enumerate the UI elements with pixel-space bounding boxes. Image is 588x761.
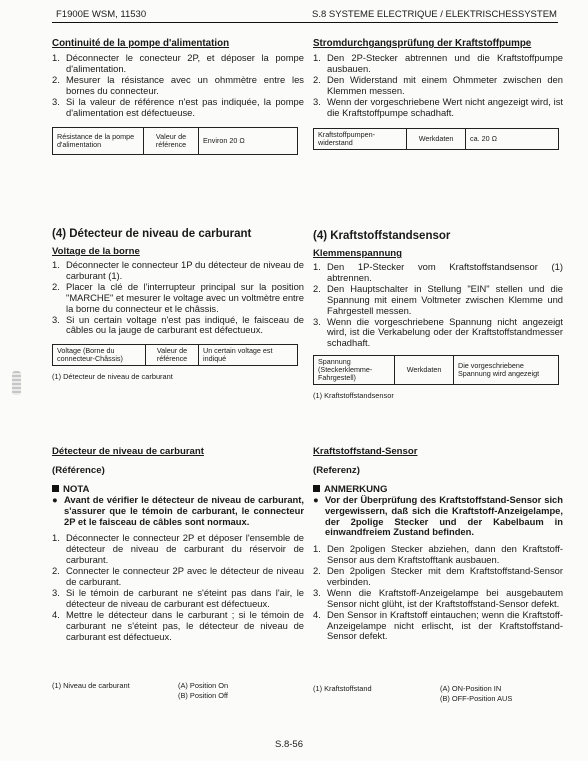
de-gauge-caption-a: (A) ON-Position IN [440, 684, 502, 693]
de-sensor-section [313, 230, 563, 400]
table-cell: ca. 20 Ω [466, 129, 559, 150]
fr-gauge-ref: (Référence) [52, 465, 105, 476]
table-cell: Spannung (Steckerklemme-Fahrgestell) [314, 356, 395, 385]
de-pump-steps [313, 53, 563, 118]
list-item: 2. Den 2poligen Stecker mit dem Kraftstoffstand-Sensor verbinden. [313, 565, 563, 587]
de-sensor-caption: (1) Kraftstoffstandsensor [313, 391, 394, 401]
list-item: 1. Den 1P-Stecker vom Kraftstoffstandsensor (1) abtrennen. [313, 261, 563, 283]
list-item: 1. Den 2poligen Stecker abziehen, dann den Kraftstoff-Sensor aus dem Kraftstofftank ausbauen. [313, 543, 563, 566]
list-item: 2. Mesurer la résistance avec un ohmmètre entre les bornes du connecteur. [52, 73, 304, 96]
de-note-heading: ANMERKUNG [313, 484, 563, 495]
list-item: 4. Den Sensor in Kraftstoff eintauchen; wenn die Kraftstoff-Anzeigelampe nicht erlischt, ist der Kraftstoffstand-Sensor defekt. [313, 608, 563, 642]
bullet-icon: ● [313, 494, 319, 505]
fr-sensor-spec-table [52, 344, 298, 366]
fr-sensor-section [52, 228, 304, 381]
de-gauge-section [313, 446, 563, 642]
table-cell: Werkdaten [395, 356, 454, 385]
de-gauge-caption-b: (B) OFF-Position AUS [440, 694, 513, 703]
table-cell: Un certain voltage est indiqué [199, 345, 298, 366]
fr-pump-section [52, 38, 304, 155]
list-item: 3. Wenn die vorgeschriebene Spannung nicht angezeigt wird, ist die Verkabelung oder der Kraftstoffstandmesser schadhaft. [313, 315, 563, 349]
table-cell: Environ 20 Ω [199, 128, 298, 155]
page-number: S.8-56 [275, 739, 303, 750]
de-sensor-subtitle: Klemmenspannung [313, 248, 403, 259]
list-item: 3. Si la valeur de référence n'est pas indiquée, la pompe d'alimentation est défectueuse. [52, 95, 304, 118]
de-sensor-steps [313, 262, 563, 349]
list-item: 4. Mettre le détecteur dans le carburant ; si le témoin de carburant ne s'éteint pas, le détecteur de niveau de carburant est défectueux. [52, 608, 304, 642]
de-gauge-steps [313, 544, 563, 642]
note-square-icon [313, 485, 320, 492]
fr-pump-steps [52, 53, 304, 118]
table-cell: Valeur de référence [144, 128, 199, 155]
fr-sensor-subtitle: Voltage de la borne [52, 246, 140, 257]
list-item: 3. Si le témoin de carburant ne s'éteint pas dans l'air, le détecteur de niveau de carburant est défectueux. [52, 586, 304, 609]
list-item: 3. Si un certain voltage n'est pas indiqué, le faisceau de câbles ou la jauge de carburant est défectueux. [52, 313, 304, 336]
list-item: 2. Den Widerstand mit einem Ohmmeter zwischen den Klemmen messen. [313, 73, 563, 96]
fr-note-heading: NOTA [52, 484, 304, 495]
list-item: 1. Déconnecter le conecteur 2P, et déposer la pompe d'alimentation. [52, 52, 304, 74]
list-item: 2. Den Hauptschalter in Stellung "EIN" stellen und die Spannung mit einem Voltmeter zwischen Klemme und Fahrgestell messen. [313, 282, 563, 316]
list-item: 2. Placer la clé de l'interrupteur principal sur la position "MARCHE" et mesurer le voltage avec un voltmètre entre la borne du connecteur et le châssis. [52, 280, 305, 314]
table-cell: Die vorgeschriebene Spannung wird angezeigt [454, 356, 559, 385]
list-item: 1. Déconnecter le connecteur 1P du détecteur de niveau de carburant (1). [52, 259, 304, 281]
de-note-text: ● Vor der Überprüfung des Kraftstoffstand-Sensor sich vergewissern, daß sich die Kraftstoff-Anzeigelampe, der 2polige Stecker und der Kabelbaum in einwandfreiem Zustand befinden. [313, 494, 563, 538]
de-gauge-caption: (1) Kraftstoffstand [313, 684, 372, 693]
de-pump-section [313, 38, 563, 150]
table-cell: Valeur de référence [146, 345, 199, 366]
de-sensor-spec-table [313, 355, 559, 385]
de-sensor-title: (4) Kraftstoffstandsensor [313, 230, 451, 242]
list-item: 1. Den 2P-Stecker abtrennen und die Kraftstoffpumpe ausbauen. [313, 52, 563, 74]
list-item: 3. Wenn der vorgeschriebene Wert nicht angezeigt wird, ist die Kraftstoffpumpe schadhaft. [313, 95, 563, 118]
fr-gauge-caption-a: (A) Position On [178, 681, 229, 690]
fr-pump-title: Continuité de la pompe d'alimentation [52, 38, 230, 49]
table-cell: Werkdaten [407, 129, 466, 150]
de-gauge-title: Kraftstoffstand-Sensor [313, 446, 418, 457]
fr-gauge-section [52, 446, 304, 642]
fr-note-text: ● Avant de vérifier le détecteur de niveau de carburant, s'assurer que le témoin de carburant, le connecteur 2P et le faisceau de câbles sont normaux. [52, 494, 304, 527]
fr-pump-spec-table [52, 127, 298, 155]
header-section-title: S.8 SYSTEME ELECTRIQUE / ELEKTRISCHESSYSTEM [312, 9, 557, 20]
fr-sensor-title: (4) Détecteur de niveau de carburant [52, 228, 252, 240]
table-cell: Kraftstoffpumpen-widerstand [314, 129, 407, 150]
list-item: 3. Wenn die Kraftstoff-Anzeigelampe bei ausgebautem Sensor nicht glüht, ist der Kraftstoffstand-Sensor defekt. [313, 586, 563, 609]
fr-gauge-steps [52, 533, 304, 642]
header-rule [52, 22, 558, 23]
table-cell: Résistance de la pompe d'alimentation [53, 128, 144, 155]
de-gauge-ref: (Referenz) [313, 465, 360, 476]
fr-sensor-steps [52, 260, 304, 336]
header-manual-id: F1900E WSM, 11530 [56, 9, 147, 20]
de-pump-spec-table [313, 128, 559, 150]
bullet-icon: ● [52, 494, 58, 505]
fr-gauge-caption: (1) Niveau de carburant [52, 681, 130, 690]
list-item: 1. Déconnecter le connecteur 2P et déposer l'ensemble de détecteur de niveau de carburant du réservoir de carburant. [52, 532, 304, 566]
de-pump-title: Stromdurchgangsprüfung der Kraftstoffpumpe [313, 38, 532, 49]
fr-gauge-caption-b: (B) Position Off [178, 691, 228, 700]
table-cell: Voltage (Borne du connecteur-Châssis) [53, 345, 146, 366]
fr-gauge-title: Détecteur de niveau de carburant [52, 446, 204, 457]
scan-smudge [12, 371, 21, 395]
note-square-icon [52, 485, 59, 492]
fr-sensor-caption: (1) Détecteur de niveau de carburant [52, 372, 173, 382]
list-item: 2. Connecter le connecteur 2P avec le détecteur de niveau de carburant. [52, 565, 304, 588]
